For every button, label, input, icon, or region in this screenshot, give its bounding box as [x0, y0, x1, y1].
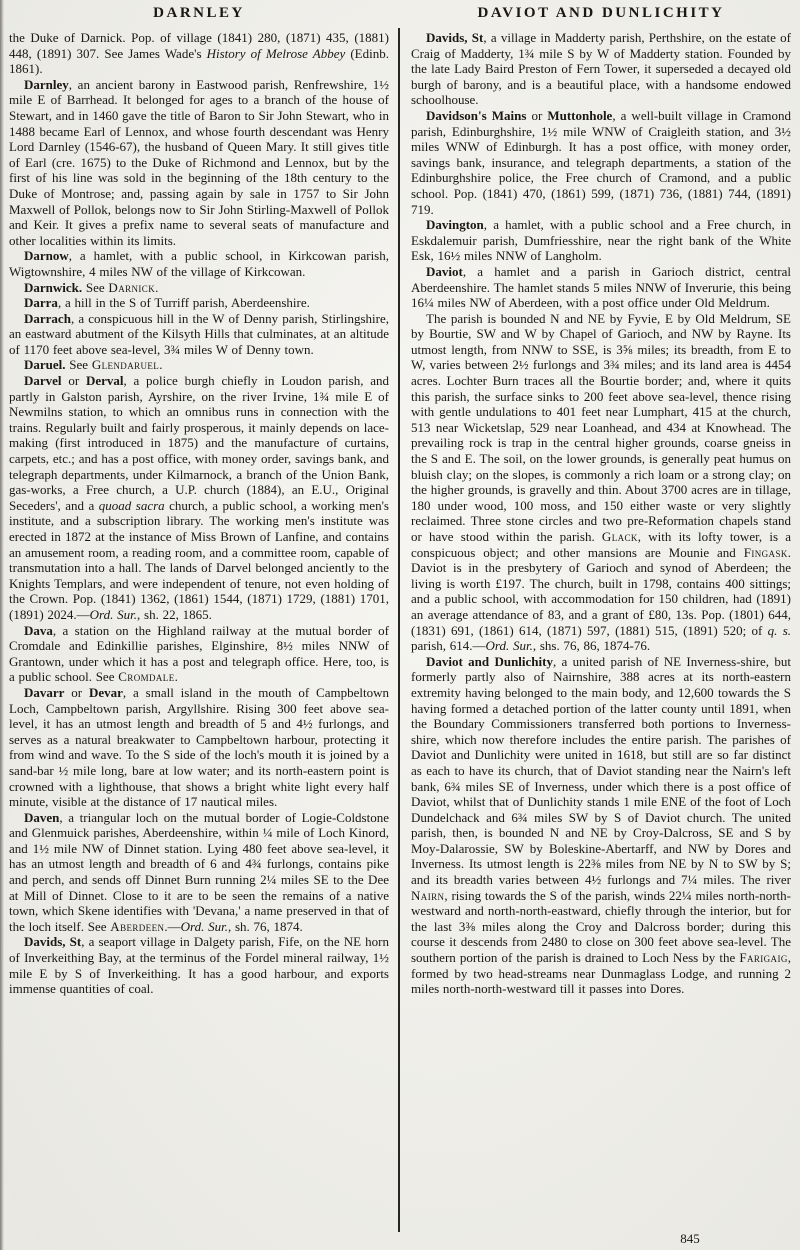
entry-paragraph: Davington, a hamlet, with a public school and a Free church, in Eskdalemuir parish, Dumfriesshire, near the right bank of the White Esk, 16½ miles NNW of Langholm.	[411, 217, 791, 264]
entry-paragraph: Darnwick. See Darnick.	[24, 279, 159, 295]
entry-paragraph: Daven, a triangular loch on the mutual border of Logie-Coldstone and Glenmuick parishes, Aberdeenshire, within ¼ mile of Loch Kinord, and 1½ mile NW of Dinnet station. Lying 480 feet above sea-level, it has an utmost length and breadth of 6 and 4¾ furlongs, contains pike and perch, and sends off Dinnet Burn running 2¼ miles SE to the Dee at Mill of Dinnet. Close to it are to be seen the remains of a native town, which Skene identifies with 'Devana,' a name preserved in that of the loch itself. See Aberdeen.—Ord. Sur., sh. 76, 1874.	[9, 809, 389, 934]
cross-reference: Aberdeen	[110, 918, 165, 934]
right-column	[411, 30, 791, 1226]
entry-headword: Darnow	[24, 248, 69, 264]
left-column	[9, 30, 389, 1226]
entry-paragraph: Dava, a station on the Highland railway at the mutual border of Cromdale and Edinkillie parishes, Elginshire, 8½ miles NNW of Grantown, under which it has a post and telegraph office. Here, too, is a public school. See Cromdale.	[9, 622, 389, 685]
entry-headword: Davarr	[24, 684, 65, 700]
entry-headword: Dava	[24, 622, 53, 638]
entry-headword: Darra	[24, 295, 58, 311]
entry-headword: Daviot	[426, 263, 463, 279]
column-divider	[398, 28, 400, 1232]
entry-paragraph: Daruel. See Glendaruel.	[24, 357, 163, 373]
entry-headword: Derval	[85, 373, 124, 389]
entry-paragraph: the Duke of Darnick. Pop. of village (1841) 280, (1871) 435, (1881) 448, (1891) 307. See James Wade's History of Melrose Abbey (Edinb. 1861).	[9, 30, 389, 77]
italic-text: q. s.	[767, 622, 791, 638]
entry-headword: Davids, St	[426, 30, 484, 45]
italic-text: Ord. Sur.	[485, 638, 533, 654]
entry-headword: Davids, St	[24, 934, 82, 950]
cross-reference: Glendaruel	[91, 357, 160, 373]
page-number: 845	[680, 1231, 700, 1246]
entry-paragraph: Darrach, a conspicuous hill in the W of Denny parish, Stirlingshire, an eastward abutment of the Kilsyth Hills that culminates, at an altitude of 1170 feet above sea-level, 3¾ miles W of Denny town.	[9, 310, 389, 357]
entry-headword: Daviot and Dunlichity	[426, 653, 553, 669]
entry-headword: Darvel	[24, 373, 62, 389]
italic-text: quoad sacra	[98, 497, 165, 513]
entry-headword: Devar	[88, 684, 123, 700]
entry-paragraph: The parish is bounded N and NE by Fyvie, E by Old Meldrum, SE by Bourtie, SW and W by Chapel of Garioch, and NW by Rayne. Its utmost length, from NNW to SSE, is 3⅝ miles; its breadth, from E to W, varies between 2½ furlongs and 3¾ miles; and its land area is 4454 acres. Lochter Burn traces all the Bourtie border; and, where it quits this parish, the surface sinks to 200 feet above sea-level, thence rising with gentle undulations to 401 feet near Lumphart, 415 at the church, 513 near Wicketslap, 529 near Loanhead, and 434 at Knowhead. The prevailing rock is trap in the central higher grounds, coarse gneiss in the S and E. The soil, on the lower grounds, is generally peat humus on bluish clay; on the slopes, is commonly a rich loam or a strong clay; on the higher grounds, is gravelly and thin. About 3700 acres are in tillage, 180 under wood, 100 moss, and 150 either waste or very slightly reclaimed. Three stone circles and two pre-Reformation chapels stand or have stood within the parish. Glack, with its lofty tower, is a conspicuous object; and other mansions are Mounie and Fingask. Daviot is in the presbytery of Garioch and synod of Aberdeen; the living is worth £197. The church, built in 1798, contains 400 sittings; and a public school, with accommodation for 150 children, had (1891) an average attendance of 83, and a grant of £80, 13s. Pop. (1801) 644, (1831) 691, (1861) 614, (1871) 597, (1881) 515, (1891) 520; of q. s. parish, 614.—Ord. Sur., shs. 76, 86, 1874-76.	[411, 310, 791, 654]
entry-paragraph: Darra, a hill in the S of Turriff parish, Aberdeenshire.	[24, 295, 310, 311]
running-head-left: DARNLEY	[153, 5, 245, 21]
entry-paragraph: Darnow, a hamlet, with a public school, in Kirkcowan parish, Wigtownshire, 4 miles NW of the village of Kirkcowan.	[9, 248, 389, 279]
entry-headword: Davington	[426, 217, 484, 233]
entry-paragraph: Daviot, a hamlet and a parish in Garioch district, central Aberdeenshire. The hamlet stands 5 miles NNW of Inverurie, this being 16¼ miles NW of Aberdeen, with a post office under Old Meldrum.	[411, 263, 791, 311]
entry-paragraph: Davids, St, a seaport village in Dalgety parish, Fife, on the NE horn of Inverkeithing Bay, at the terminus of the Fordel mineral railway, 1½ mile E by S of Inverkeithing. It has a good harbour, and exports immense quantities of coal.	[9, 934, 389, 997]
italic-text: History of Melrose Abbey	[206, 45, 346, 61]
entry-headword: Darnwick.	[24, 279, 83, 295]
cross-reference: Glack	[601, 529, 638, 544]
cross-reference: Darnick	[108, 279, 156, 295]
page-edge-shadow	[0, 0, 4, 1250]
entry-headword: Darnley	[24, 76, 69, 92]
italic-text: Ord. Sur.	[180, 918, 228, 934]
entry-headword: Davidson's Mains	[426, 107, 527, 123]
entry-paragraph: Davarr or Devar, a small island in the mouth of Campbeltown Loch, Campbeltown parish, Argyllshire. Rising 300 feet above sea-level, it has an utmost length and breadth of 5 and 4½ furlongs, and serves as a natural breakwater to Campbeltown harbour, protecting it from wind and wave. To the S side of the loch's mouth it is joined by a sand-bar ½ mile long, bare at low water; and its north-eastern point is crowned with a lighthouse, that shows a bright white light every half minute, visible at the distance of 17 nautical miles.	[9, 684, 389, 810]
cross-reference: Nairn	[411, 887, 445, 903]
entry-paragraph: Daviot and Dunlichity, a united parish of NE Inverness-shire, but formerly partly also of Nairnshire, 388 acres at its north-eastern extremity having belonged to the main body, and 12,600 towards the S having formed a detached portion of the latter county until 1891, when the Boundary Commissioners transferred both portions to Inverness-shire, which now therefore includes the entire parish. The parishes of Daviot and Dunlichity were united in 1618, but still are so far distinct as each to have its church, that of Daviot standing near the Nairn's left bank, 6¾ miles SE of Inverness, under which there is a post office of Daviot, whilst that of Dunlichity stands 1 mile ENE of the foot of Loch Dundelchack and 6¾ miles SW by S of Daviot church. The united parish, then, is bounded N and NE by Croy-Dalcross, SE and S by Moy-Dalarossie, SW by Boleskine-Abertarff, and NW by Dores and Inverness. Its utmost length is 22⅜ miles from NE by N to SW by S; and its breadth varies between 4½ furlongs and 7¼ miles. The river Nairn, rising towards the S of the parish, winds 22¼ miles north-north-westward and north-north-eastward, chiefly through the interior, but for the last 3⅜ miles along the Croy and Dalcross border; during this course it descends from 2480 to close on 300 feet above sea-level. The southern portion of the parish is drained to Loch Ness by the Farigaig, formed by two head-streams near Dunmaglass Lodge, and running 2 miles north-north-westward till it passes into Dores.	[411, 653, 791, 997]
entry-headword: Darrach	[24, 310, 71, 326]
entry-headword: Daruel.	[24, 357, 66, 373]
entry-paragraph: Darvel or Derval, a police burgh chiefly in Loudon parish, and partly in Galston parish, Ayrshire, on the river Irvine, 1¾ mile E of Newmilns station, to which an omnibus runs in connection with the trains. Regularly built and fairly prosperous, it mainly depends on lace-making (first introduced in 1875) and the manufacture of curtains, carpets, etc.; and has a post office, with money order, savings bank, and telegraph departments, under Kilmarnock, a branch of the Union Bank, gas-works, a Free church, a U.P. church (1884), an E.U., Original Seceders', and a quoad sacra church, a public school, a working men's institute, and a subscription library. The working men's institute was erected in 1872 at the instance of Miss Brown of Lanfine, and contains an amusement room, a reading room, and a committee room, capable of transmutation into a hall. The lands of Darvel belonged anciently to the Knights Templars, and were independent of tenure, not even holding of the Crown. Pop. (1841) 1362, (1861) 1544, (1871) 1729, (1881) 1701, (1891) 2024.—Ord. Sur., sh. 22, 1865.	[9, 373, 389, 622]
entry-headword: Daven	[24, 809, 60, 825]
cross-reference: Farigaig	[739, 950, 788, 966]
entry-paragraph: Darnley, an ancient barony in Eastwood parish, Renfrewshire, 1½ mile E of Barrhead. It belonged for ages to a branch of the house of Stewart, and in 1460 gave the title of Baron to Sir John Stewart, who in 1488 became Earl of Lennox, and whose fourth descendant was Henry Lord Darnley (1546-67), the husband of Queen Mary. It still gives title of Earl (cre. 1675) to the Duke of Richmond and Lennox, but by the first of his line was sold in the beginning of the 18th century to the Duke of Montrose; and, passing again by sale in 1757 to Sir John Maxwell of Pollok, belongs now to Sir John Stirling-Maxwell of Pollok and Keir. It gives a prefix name to several seats of manufacture and other localities within its limits.	[9, 76, 389, 248]
cross-reference: Fingask	[743, 544, 788, 560]
running-head-right: DAVIOT AND DUNLICHITY	[477, 5, 725, 21]
entry-headword: Muttonhole	[547, 107, 613, 123]
entry-paragraph: Davids, St, a village in Madderty parish, Perthshire, on the estate of Craig of Madderty, 1¾ mile S by W of Madderty station. Founded by the late Lady Baird Preston of Fern Tower, it superseded a decayed old burgh of barony, and is a beautiful place, with a handsome endowed schoolhouse.	[411, 30, 791, 108]
italic-text: Ord. Sur.	[89, 606, 138, 622]
entry-paragraph: Davidson's Mains or Muttonhole, a well-built village in Cramond parish, Edinburghshire, 1½ mile WNW of Craigleith station, and 3½ miles WNW of Edinburgh. It has a post office, with money order, savings bank, insurance, and telegraph departments, a station of the Edinburghshire police, the Free church of Cramond, and a public school. Pop. (1841) 470, (1861) 599, (1871) 736, (1881) 744, (1891) 719.	[411, 107, 791, 217]
cross-reference: Cromdale	[118, 669, 175, 685]
